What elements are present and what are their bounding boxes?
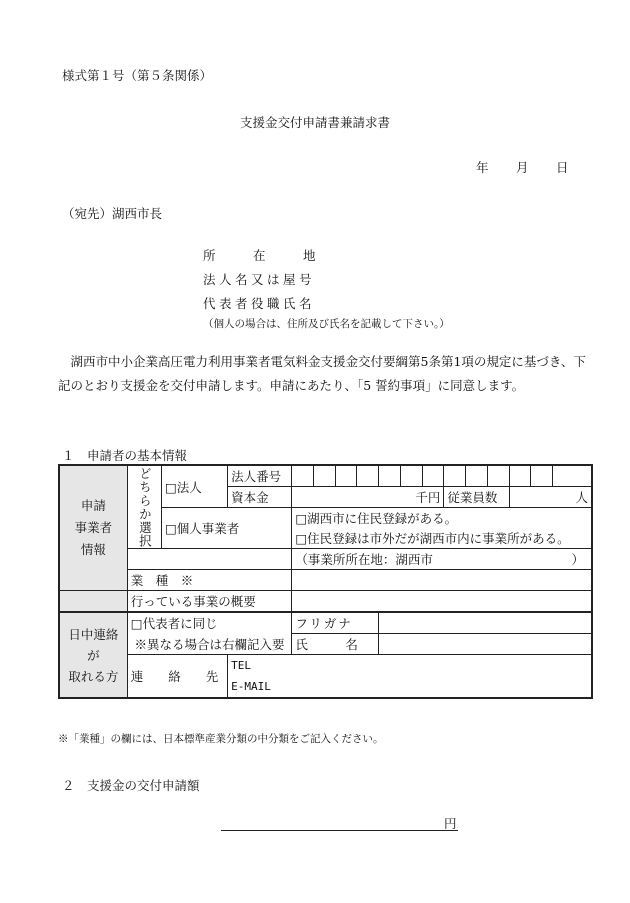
same-as-rep-option[interactable]: □代表者に同じ [127,612,292,634]
date-year: 年 [476,160,489,175]
daytime-contact-header-line3: 取れる方 [68,668,119,684]
furigana-field[interactable] [379,612,592,634]
corp-number-digit[interactable] [552,465,592,487]
corp-number-label: 法人番号 [228,465,292,487]
corp-number-digit[interactable] [509,465,531,487]
resident-option[interactable]: □湖西市に住民登録がある。 [292,508,592,529]
office-location-suffix: ） [571,552,584,567]
date-month: 月 [516,160,529,175]
corp-number-digit[interactable] [444,465,466,487]
individual-option[interactable]: □個人事業者 [161,508,227,549]
corp-number-digit[interactable] [335,465,357,487]
applicant-info-header-line3: 情報 [80,542,106,557]
corp-number-digit[interactable] [292,465,314,487]
employees-field[interactable] [509,487,592,508]
applicant-info-header [59,465,127,591]
corp-number-digit[interactable] [400,465,422,487]
corp-option[interactable]: □法人 [161,465,227,508]
addressee: （宛先）湖西市長 [62,206,163,221]
business-summary-field[interactable] [292,591,592,613]
capital-field[interactable] [292,487,444,508]
amount-unit: 円 [444,816,457,831]
daytime-contact-header [59,612,127,698]
applicant-info-header-line2: 事業者 [74,520,113,535]
employees-unit: 人 [575,490,588,505]
contact-field[interactable] [228,655,592,699]
capital-unit: 千円 [415,490,441,505]
corp-number-digit[interactable] [422,465,444,487]
name-field[interactable] [379,634,592,655]
name-label: 氏 名 [292,634,379,655]
section1-heading: １ 申請者の基本情報 [62,448,188,463]
applicant-representative-label: 代表者役職氏名 [203,296,316,311]
business-summary-label: 行っている事業の概要 [127,591,292,613]
basic-info-table [58,464,593,699]
corp-number-digit[interactable] [487,465,509,487]
corp-number-digit[interactable] [466,465,488,487]
date-day: 日 [556,160,569,175]
footnote: ※「業種」の欄には、日本標準産業分類の中分類をご記入ください。 [58,733,384,745]
office-location-row[interactable] [292,549,592,570]
corp-number-digit[interactable] [379,465,401,487]
applicant-corp-name-label: 法人名又は屋号 [203,272,316,287]
contact-label: 連 絡 先 [127,655,227,699]
form-id: 様式第１号（第５条関係） [62,68,213,83]
corp-number-digit[interactable] [314,465,336,487]
office-location-prefix: （事業所所在地：湖西市 [295,552,433,567]
document-title: 支援金交付申請書兼請求書 [239,115,390,130]
different-note: ※異なる場合は右欄記入要 [127,634,292,655]
email-label: E-MAIL [231,680,271,693]
applicant-info-header-line1: 申請 [80,498,106,513]
section2-heading: ２ 支援金の交付申請額 [62,778,200,793]
corp-number-digit[interactable] [357,465,379,487]
capital-label: 資本金 [228,487,292,508]
office-option[interactable]: □住民登録は市外だが湖西市内に事業所がある。 [292,528,592,549]
business-summary-header-spacer [59,591,127,613]
applicant-note: （個人の場合は、住所及び氏名を記載して下さい。） [203,318,450,330]
tel-label: TEL [231,659,252,672]
date-line [476,158,569,176]
furigana-label: フリガナ [292,612,379,634]
industry-label: 業 種 ※ [127,570,292,591]
amount-field-line[interactable] [221,830,458,831]
employees-label: 従業員数 [444,487,509,508]
industry-field[interactable] [292,570,592,591]
daytime-contact-header-line1: 日中連絡 [68,626,119,642]
choose-one-label: どちらか選択 [127,465,161,549]
office-location-indent [127,549,292,570]
corp-number-digit[interactable] [531,465,553,487]
body-text: 湖西市中小企業高圧電力利用事業者電気料金支援金交付要綱第5条第1項の規定に基づき、下記のとおり支援金を交付申請します。申請にあたり、「5 誓約事項」に同意します。 [58,354,586,393]
daytime-contact-header-line2: が [87,647,100,663]
applicant-location-label: 所 在 地 [203,248,316,263]
